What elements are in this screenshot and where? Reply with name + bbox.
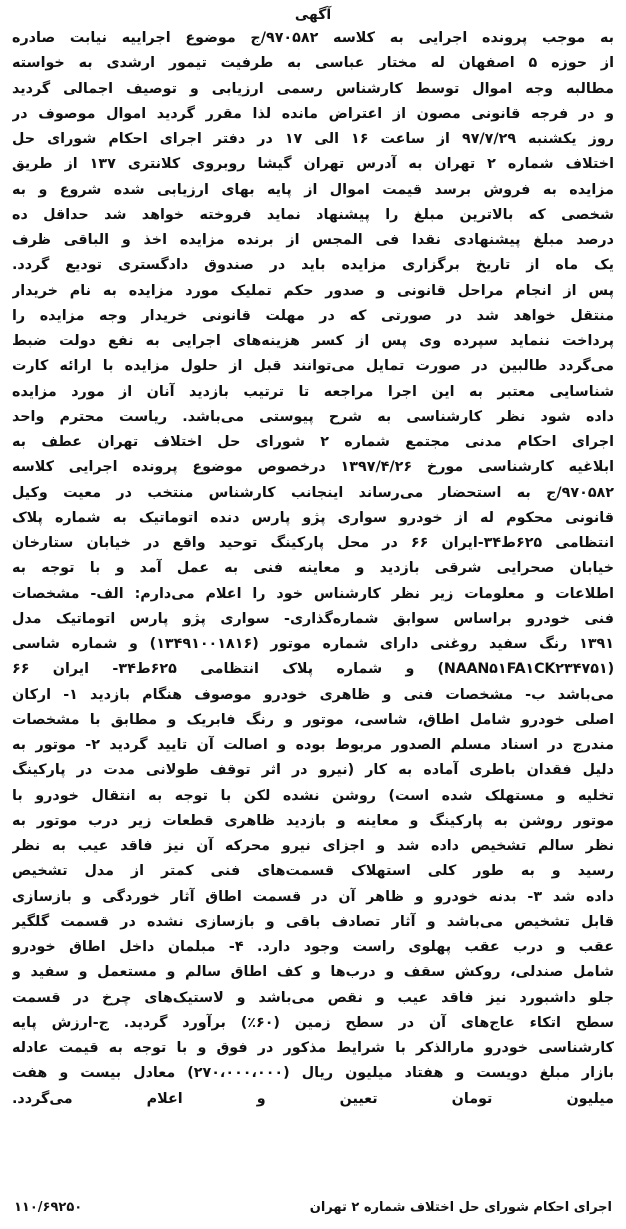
notice-line: درصد مبلغ پیشنهادی نقدا فی المجس از برنده مزایده اخذ و الباقی ظرف bbox=[12, 232, 614, 248]
notice-line: ابلاغیه کارشناسی مورخ ۱۳۹۷/۴/۲۶ درخصوص موضوع پرونده اجرایی کلاسه bbox=[12, 459, 614, 476]
notice-line: مزایده به فروش برسد قیمت اموال از پایه بهای ارزیابی شده شروع و به bbox=[12, 181, 614, 198]
notice-line: مطالبه وجه اموال توسط کارشناس رسمی ارزیابی و توصیف اجمالی گردید bbox=[12, 80, 614, 97]
notice-line: بازار مبلغ دویست و هفتاد میلیون ریال (۲۷۰،۰۰۰،۰۰۰) معادل بیست و هفت bbox=[12, 1065, 614, 1082]
notice-line: شخصی که بالاترین مبلغ را پیشنهاد نماید فروخته خواهد شد حداقل ده bbox=[12, 206, 614, 223]
notice-line: اختلاف شماره ۲ تهران به آدرس تهران گیشا روبروی کلانتری ۱۳۷ از طریق bbox=[12, 156, 614, 173]
notice-line: قابل تشخیص می‌باشد و آثار تصادف باقی و بازسازی نشده در قسمت گلگیر bbox=[12, 913, 614, 930]
notice-line: عقب و درب عقب پهلوی راست وجود دارد. ۴- مبلمان داخل اطاق خودرو bbox=[12, 939, 614, 955]
notice-code: ۱۱۰/۶۹۲۵۰ bbox=[14, 1199, 83, 1215]
notice-line: نظر سالم تشخیص داده شد و اجزای نیرو محرکه آن نیز فاقد عیب به نظر bbox=[12, 838, 614, 854]
notice-line: ۹۷۰۵۸۲/ج به استحضار می‌رساند اینجانب کارشناس منتخب در معیت وکیل bbox=[12, 484, 614, 501]
notice-line: اطلاعات و معلومات زیر نظر کارشناس خود را اعلام می‌دارم: الف- مشخصات bbox=[12, 585, 614, 602]
notice-page bbox=[6, 4, 620, 1224]
notice-line: (NAAN۵۱FA۱CK۲۳۴۷۵۱) و شماره پلاک انتظامی ۶۲۵ط۳۴- ایران ۶۶ bbox=[12, 661, 614, 678]
notice-line: منتقل خواهد شد در صورتی که در مهلت قانونی خریدار وجه مزایده را bbox=[12, 307, 614, 324]
notice-line: پرداخت ننماید سپرده وی پس از کسر هزینه‌های اجرایی به نفع دولت ضبط bbox=[12, 333, 614, 349]
notice-line: به موجب پرونده اجرایی به کلاسه ۹۷۰۵۸۲/ج موضوع اجراییه نیابت صادره bbox=[12, 30, 614, 46]
notice-line: ۱۳۹۱ رنگ سفید روغنی دارای شماره موتور (۱۳۴۹۱۰۰۱۸۱۶) و شماره شاسی bbox=[12, 636, 614, 652]
notice-line: سطح اتکاء عاج‌های آن در سطح زمین (۶۰٪) برآورد گردید. ج-ارزش پایه bbox=[12, 1014, 614, 1031]
notice-line: روز یکشنبه ۹۷/۷/۲۹ از ساعت ۱۶ الی ۱۷ در دفتر اجرای احکام شورای حل bbox=[12, 131, 614, 147]
notice-title: آگهی bbox=[294, 7, 332, 23]
notice-line: داده شود نظر کارشناسی به شرح پیوستی می‌باشد. ریاست محترم واحد bbox=[12, 408, 614, 425]
notice-line: فنی خودرو براساس سوابق شماره‌گذاری- سواری پژو پارس اتوماتیک مدل bbox=[12, 610, 614, 627]
notice-line: موتور روشن به پارکینگ و معاینه و بازدید ظاهری قطعات زیر درب موتور به bbox=[12, 812, 614, 829]
notice-line: می‌باشد ب- مشخصات فنی و ظاهری خودرو موصوف هنگام بازدید ۱- ارکان bbox=[12, 686, 614, 703]
notice-line: کارشناسی خودرو مارالذکر با شرایط مذکور در فوق و با توجه به قیمت عادله bbox=[12, 1040, 614, 1056]
notice-line: می‌گردد طالبین در صورت تمایل می‌توانند قبل از حلول مزایده با ارائه کارت bbox=[12, 358, 614, 375]
notice-line: دلیل فقدان باطری آماده به کار (نیرو در اثر توقف طولانی مدت در پارکینگ bbox=[12, 762, 614, 779]
notice-line: شامل صندلی، روکش سقف و درب‌ها و کف اطاق سالم و مستعمل و سفید و bbox=[12, 964, 614, 981]
notice-body bbox=[6, 26, 620, 1186]
notice-footer bbox=[6, 1194, 620, 1220]
notice-line: اصلی خودرو شامل اطاق، شاسی، موتور و رنگ فابریک و مطابق با مشخصات bbox=[12, 711, 614, 728]
notice-line: اجرای احکام مدنی مجتمع شماره ۲ شورای حل اختلاف تهران عطف به bbox=[12, 434, 614, 450]
issuer-signature: اجرای احکام شورای حل اختلاف شماره ۲ تهران bbox=[309, 1199, 612, 1215]
notice-line: میلیون تومان تعیین و اعلام می‌گردد. bbox=[12, 1090, 614, 1107]
notice-line: قانونی محکوم له از خودرو سواری پژو پارس دنده اتوماتیک به شماره پلاک bbox=[12, 509, 614, 526]
notice-line: یک ماه از تاریخ برگزاری مزایده باید در صندوق دادگستری تودیع گردد. bbox=[12, 257, 614, 274]
notice-line: و در فرجه قانونی مصون از اعتراض مانده لذا مقرر گردید اموال موصوف در bbox=[12, 105, 614, 122]
notice-line: از حوزه ۵ اصفهان له مختار عباسی به طرفیت تیمور ارشدی به خواسته bbox=[12, 55, 614, 72]
notice-line: پس از انجام مراحل قانونی و صدور حکم تملیک مورد مزایده به نام خریدار bbox=[12, 282, 614, 299]
notice-line: مندرج در اسناد مسلم الصدور مربوط بوده و اصالت آن تایید گردید ۲- موتور به bbox=[12, 737, 614, 753]
notice-line: جلو داشبورد نیز فاقد عیب و نقص می‌باشد و لاستیک‌های چرخ در قسمت bbox=[12, 989, 614, 1006]
notice-line: انتظامی ۶۲۵ط۳۴-ایران ۶۶ در محل پارکینگ توحید واقع در خیابان ستارخان bbox=[12, 535, 614, 551]
notice-line: تخلیه و مستهلک شده است) روشن نشده لکن با توجه به انتقال خودرو با bbox=[12, 787, 614, 804]
notice-line: داده شد ۳- بدنه خودرو و ظاهر آن در قسمت اطاق آثار خوردگی و بازسازی bbox=[12, 888, 614, 905]
notice-line: رسید و به طور کلی استهلاک قسمت‌های فنی کمتر از مدل تشخیص bbox=[12, 863, 614, 880]
notice-line: شناسایی معتبر به این اجرا مراجعه تا ترتیب بازدید آنان از مورد مزایده bbox=[12, 383, 614, 400]
notice-line: خیابان صحرایی شرقی بازدید و معاینه فنی به عمل آمد و با توجه به bbox=[12, 560, 614, 577]
